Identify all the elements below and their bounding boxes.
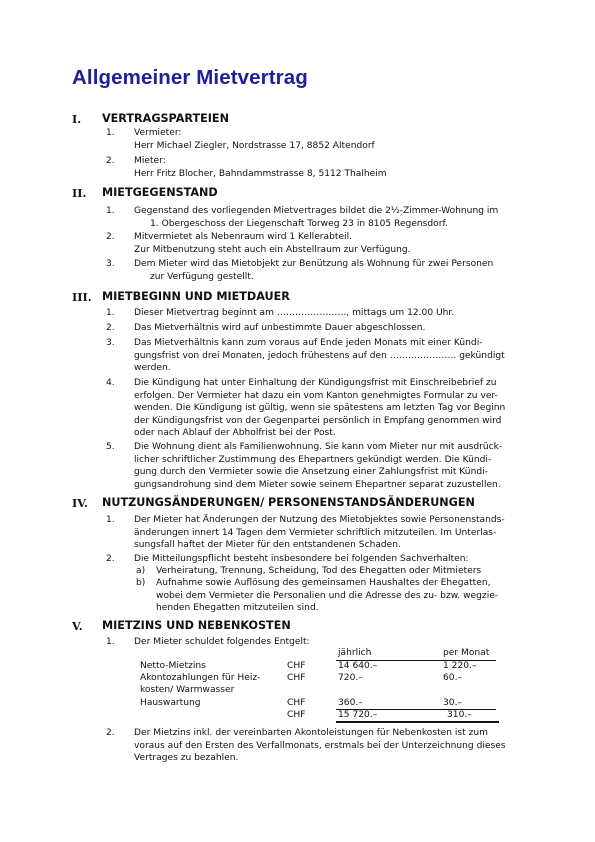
item-dauer <box>134 322 549 335</box>
sub-item-haushalt <box>156 577 571 615</box>
item-line: oder nach Ablauf der Abholfrist bei der Post. <box>134 428 336 438</box>
item-number: 2. <box>106 323 115 333</box>
column-header-jaehrlich: jährlich <box>338 648 372 658</box>
row-currency: CHF <box>287 661 306 671</box>
section-number: I. <box>72 112 82 126</box>
item-number: 4. <box>106 378 115 388</box>
item-mieter <box>134 155 549 180</box>
item-line: Aufnahme sowie Auflösung des gemeinsamen Haushaltes der Ehegatten, <box>156 578 491 588</box>
item-line: Der Mieter hat Änderungen der Nutzung des Mietobjektes sowie Personenstands- <box>134 515 505 525</box>
item-line: licher schriftlicher Zustimmung des Ehepartners gekündigt werden. Die Kündi- <box>134 454 492 465</box>
row-monthly: 30.– <box>443 698 463 708</box>
row-yearly: 360.– <box>338 698 363 708</box>
item-line: gung durch den Vermieter sowie die Ansetzung einer Zahlungsfrist mit Kündi- <box>134 467 488 477</box>
section-title: MIETBEGINN UND MIETDAUER <box>102 290 290 303</box>
item-number: 3. <box>106 259 115 269</box>
section-number: III. <box>72 290 92 304</box>
item-line: Dem Mieter wird das Mietobjekt zur Benützung als Wohnung für zwei Personen <box>134 259 494 269</box>
item-line: Herr Michael Ziegler, Nordstrasse 17, 8852 Altendorf <box>134 140 375 151</box>
item-kuendigung <box>134 377 549 440</box>
item-line: Vertrages zu bezahlen. <box>134 753 239 763</box>
section-number: IV. <box>72 496 88 510</box>
row-label: Akontozahlungen für Heiz- <box>140 673 261 683</box>
item-line: gungsandrohung sind dem Mieter sowie seinem Ehepartner separat zuzustellen. <box>134 479 501 490</box>
item-line: Das Mietverhältnis kann zum voraus auf Ende jeden Monats mit einer Kündi- <box>134 338 483 348</box>
item-line: wobei dem Vermieter die Personalien und die Adresse des zu- bzw. wegzie- <box>156 590 499 601</box>
item-line: Mitvermietet als Nebenraum wird 1 Kellerabteil. <box>134 232 352 242</box>
section-number: V. <box>72 619 83 633</box>
item-line: Mieter: <box>134 156 166 166</box>
sub-marker: b) <box>136 578 146 588</box>
item-line: änderungen innert 14 Tagen dem Vermieter schriftlich mitzuteilen. Im Unterlas- <box>134 527 497 538</box>
row-label: Netto-Mietzins <box>140 661 206 671</box>
item-line: werden. <box>134 363 171 373</box>
row-yearly: 720.– <box>338 673 363 683</box>
row-currency: CHF <box>287 698 306 708</box>
item-line: henden Ehegatten mitzuteilen sind. <box>156 603 319 613</box>
item-nebenraum <box>134 231 549 256</box>
item-number: 3. <box>106 338 115 348</box>
row-yearly: 14 640.– <box>338 661 378 671</box>
item-number: 1. <box>106 128 115 138</box>
total-rule <box>336 721 499 723</box>
item-zahlung <box>134 727 549 765</box>
item-number: 2. <box>106 728 115 738</box>
item-line: Dieser Mietvertrag beginnt am ………………….., mittags um 12.00 Uhr. <box>134 308 455 318</box>
item-line: sungsfall haftet der Mieter für den entstandenen Schaden. <box>134 540 401 550</box>
item-line: gungsfrist von drei Monaten, jedoch frühestens auf den …………………. gekündigt <box>134 350 505 361</box>
total-yearly: 15 720.– <box>338 710 378 720</box>
total-monthly: 310.– <box>447 710 472 720</box>
item-entgelt <box>134 636 549 649</box>
section-title: NUTZUNGSÄNDERUNGEN/ PERSONENSTANDSÄNDERUNGEN <box>102 496 475 509</box>
item-number: 5. <box>106 442 115 452</box>
item-number: 1. <box>106 308 115 318</box>
sub-marker: a) <box>136 566 146 576</box>
row-monthly: 1 220.– <box>443 661 477 671</box>
item-line: voraus auf den Ersten des Verfallmonats, erstmals bei der Unterzeichnung dieses <box>134 740 506 751</box>
item-line: 1. Obergeschoss der Liegenschaft Torweg 23 in 8105 Regensdorf. <box>150 218 448 229</box>
item-line: Die Kündigung hat unter Einhaltung der Kündigungsfrist mit Einschreibebrief zu <box>134 378 497 388</box>
item-line: Gegenstand des vorliegenden Mietvertrages bildet die 2½-Zimmer-Wohnung im <box>134 206 499 216</box>
document-title: Allgemeiner Mietvertrag <box>72 66 308 89</box>
row-currency: CHF <box>287 673 306 683</box>
item-line: Das Mietverhältnis wird auf unbestimmte Dauer abgeschlossen. <box>134 323 426 333</box>
item-aenderungen <box>134 514 549 552</box>
sub-item-verheiratung <box>156 565 571 578</box>
item-line: zur Verfügung gestellt. <box>150 271 254 282</box>
section-number: II. <box>72 186 87 200</box>
item-line: Vermieter: <box>134 128 182 138</box>
item-benuetzung <box>134 258 549 283</box>
item-line: der Kündigungsfrist von der Gegenpartei persönlich in Empfang genommen wird <box>134 415 502 426</box>
section-title: MIETZINS UND NEBENKOSTEN <box>102 619 291 632</box>
row-label: Hauswartung <box>140 698 201 708</box>
item-line: Verheiratung, Trennung, Scheidung, Tod des Ehegatten oder Mitmieters <box>156 566 482 576</box>
item-familienwohnung <box>134 441 549 491</box>
item-number: 1. <box>106 637 115 647</box>
section-title: MIETGEGENSTAND <box>102 186 218 199</box>
item-beginn <box>134 307 549 320</box>
row-label-continued: kosten/ Warmwasser <box>140 685 235 695</box>
item-line: Zur Mitbenutzung steht auch ein Abstellraum zur Verfügung. <box>134 244 411 255</box>
item-number: 2. <box>106 554 115 564</box>
item-vermieter <box>134 127 549 152</box>
item-number: 1. <box>106 206 115 216</box>
item-mitteilungspflicht <box>134 553 549 566</box>
item-number: 1. <box>106 515 115 525</box>
item-number: 2. <box>106 232 115 242</box>
item-line: Die Wohnung dient als Familienwohnung. Sie kann vom Mieter nur mit ausdrück- <box>134 442 503 452</box>
item-gegenstand <box>134 205 549 230</box>
item-line: Herr Fritz Blocher, Bahndammstrasse 8, 5112 Thalheim <box>134 168 387 179</box>
section-title: VERTRAGSPARTEIEN <box>102 112 229 125</box>
row-monthly: 60.– <box>443 673 463 683</box>
item-line: Der Mieter schuldet folgendes Entgelt: <box>134 637 310 647</box>
total-currency: CHF <box>287 710 306 720</box>
item-number: 2. <box>106 156 115 166</box>
item-kuendigungsfrist <box>134 337 549 375</box>
item-line: Der Mietzins inkl. der vereinbarten Akontoleistungen für Nebenkosten ist zum <box>134 728 489 738</box>
item-line: wenden. Die Kündigung ist gültig, wenn sie spätestens am letzten Tag vor Beginn <box>134 403 506 413</box>
item-line: erfolgen. Der Vermieter hat dazu ein vom Kanton genehmigtes Formular zu ver- <box>134 390 498 401</box>
column-header-per-monat: per Monat <box>443 648 490 658</box>
item-line: Die Mitteilungspflicht besteht insbesondere bei folgenden Sachverhalten: <box>134 554 469 564</box>
